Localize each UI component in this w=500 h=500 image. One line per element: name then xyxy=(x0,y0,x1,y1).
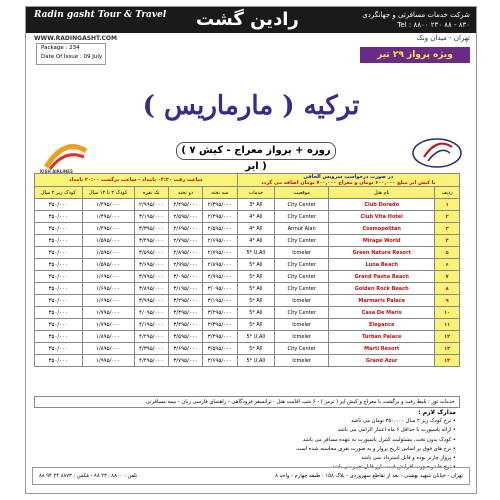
price-under2: ۳۵۰/۰۰۰ xyxy=(35,247,83,259)
hotel-name: Marmaris Palace xyxy=(329,295,435,307)
table-row xyxy=(35,355,460,367)
hotel-name: Club Vita Hotel xyxy=(329,211,435,223)
service-type: 4* All xyxy=(237,235,275,247)
note-item: • نرخ ها در صورت افزایش قیمت ارز قابل تغییر می باشد xyxy=(36,463,456,472)
note-item: • پرواز چارتر بوده و قابل استرداد نمی باشد xyxy=(36,454,456,463)
price-single: ۳/۱۹۵/۰۰۰ xyxy=(134,211,168,223)
row-index: ۱۴ xyxy=(435,355,460,367)
price-child: ۱/۷۹۵/۰۰۰ xyxy=(82,319,134,331)
price-child: ۱/۵۹۵/۰۰۰ xyxy=(82,259,134,271)
hotel-price-table xyxy=(34,173,460,367)
hotel-name: Grand Azur xyxy=(329,355,435,367)
service-type: 5* U.All xyxy=(237,355,275,367)
header-contact xyxy=(362,10,470,30)
table-row xyxy=(35,247,460,259)
note-item: • کودک بدون تخت، مسئولیت کنترل پاسپورت به عهده مسافر می باشد xyxy=(36,436,456,445)
col-header: کودک ۲ تا ۱۲ سال xyxy=(82,187,134,199)
agency-en: Radin gasht Tour & Travel xyxy=(34,10,167,20)
price-child: ۱/۸۹۵/۰۰۰ xyxy=(82,331,134,343)
price-single: ۴/۴۹۵/۰۰۰ xyxy=(134,355,168,367)
price-single: ۳/۴۹۵/۰۰۰ xyxy=(134,235,168,247)
note-item: • ارائه پاسپورت با حداقل ۶ ماه اعتبار الزامی می باشد xyxy=(36,426,456,435)
price-double: ۲/۴۹۵/۰۰۰ xyxy=(168,199,202,211)
agency-fa: رادین گشت xyxy=(196,9,299,30)
price-under2: ۳۵۰/۰۰۰ xyxy=(35,319,83,331)
extra-service-note xyxy=(237,174,459,187)
price-single: ۴/۱۹۵/۰۰۰ xyxy=(134,319,168,331)
price-single: ۳/۵۹۵/۰۰۰ xyxy=(134,247,168,259)
price-child: ۱/۷۹۵/۰۰۰ xyxy=(82,307,134,319)
col-header: موقعیت xyxy=(275,187,329,199)
service-type: 5* All xyxy=(237,283,275,295)
price-under2: ۳۵۰/۰۰۰ xyxy=(35,343,83,355)
hotel-name: Mirage World xyxy=(329,235,435,247)
notes-list xyxy=(36,417,456,473)
price-single: ۴/۳۹۵/۰۰۰ xyxy=(134,343,168,355)
location: Icmeler xyxy=(275,295,329,307)
hotel-name: Marti Resort xyxy=(329,343,435,355)
price-child: ۱/۸۹۵/۰۰۰ xyxy=(82,343,134,355)
hotel-name: Grand Pasha Beach xyxy=(329,271,435,283)
location: Icmeler xyxy=(275,331,329,343)
price-child: ۱/۴۹۵/۰۰۰ xyxy=(82,211,134,223)
service-type: 5* U.All xyxy=(237,331,275,343)
price-single: ۳/۳۹۵/۰۰۰ xyxy=(134,223,168,235)
header-bar xyxy=(26,7,476,33)
row-index: ۲ xyxy=(435,211,460,223)
row-index: ۱۲ xyxy=(435,331,460,343)
price-triple: ۳/۲۹۵/۰۰۰ xyxy=(203,307,237,319)
price-single: ۳/۶۹۵/۰۰۰ xyxy=(134,259,168,271)
extra-service-line-2: با کیش ایر مبلغ ۶۰۰,۰۰۰ تومان و معراج ۷۰۰,۰۰۰ تومان اضافه می گردد xyxy=(261,180,436,186)
note-item: • نرخ های فوق بر اساس تاریخ پرواز و به صورت نفری محاسبه شده است xyxy=(36,445,456,454)
price-triple: ۲/۸۹۵/۰۰۰ xyxy=(203,259,237,271)
header-address: تهران - میدان ونک xyxy=(416,34,470,42)
location: Armut Alan xyxy=(275,223,329,235)
location: City Center xyxy=(275,307,329,319)
hotel-name: Casa De Maris xyxy=(329,307,435,319)
issue-date: Date Of Issue : 09 July xyxy=(41,54,103,60)
row-index: ۱۳ xyxy=(435,343,460,355)
col-header: دو تخته xyxy=(168,187,202,199)
location: City Center xyxy=(275,211,329,223)
row-index: ۶ xyxy=(435,259,460,271)
location: City Center xyxy=(275,283,329,295)
price-triple: ۳/۰۹۵/۰۰۰ xyxy=(203,283,237,295)
price-single: ۴/۰۹۵/۰۰۰ xyxy=(134,307,168,319)
hotel-name: Golden Rock Beach xyxy=(329,283,435,295)
price-double: ۲/۶۹۵/۰۰۰ xyxy=(168,223,202,235)
price-double: ۳/۰۹۵/۰۰۰ xyxy=(168,271,202,283)
col-header: خدمات xyxy=(237,187,275,199)
service-type: 5* U.All xyxy=(237,247,275,259)
price-triple: ۲/۳۹۵/۰۰۰ xyxy=(203,199,237,211)
price-single: ۳/۸۹۵/۰۰۰ xyxy=(134,283,168,295)
row-index: ۴ xyxy=(435,235,460,247)
price-triple: ۲/۵۹۵/۰۰۰ xyxy=(203,223,237,235)
service-type: 3* All xyxy=(237,199,275,211)
license-fa: شرکت خدمات مسافرتی و جهانگردی xyxy=(362,11,470,19)
flight-times: ساعت رفت ۰۴:۳۰ بامداد - ساعت برگشت ۲۰:۰۰ بامداد xyxy=(35,174,238,187)
price-double: ۳/۶۹۵/۰۰۰ xyxy=(168,343,202,355)
price-under2: ۳۵۰/۰۰۰ xyxy=(35,295,83,307)
price-double: ۲/۸۹۵/۰۰۰ xyxy=(168,247,202,259)
price-triple: ۲/۶۹۵/۰۰۰ xyxy=(203,235,237,247)
price-single: ۳/۷۹۵/۰۰۰ xyxy=(134,271,168,283)
package-info xyxy=(36,43,106,65)
price-double: ۲/۷۹۵/۰۰۰ xyxy=(168,235,202,247)
table-row xyxy=(35,211,460,223)
location: City Center xyxy=(275,271,329,283)
hotel-name: Luna Beach xyxy=(329,259,435,271)
row-index: ۷ xyxy=(435,271,460,283)
col-header: سه تخته xyxy=(203,187,237,199)
price-triple: ۳/۶۹۵/۰۰۰ xyxy=(203,355,237,367)
price-single: ۳/۹۹۵/۰۰۰ xyxy=(134,295,168,307)
service-type: 5* All xyxy=(237,259,275,271)
price-double: ۲/۵۹۵/۰۰۰ xyxy=(168,211,202,223)
service-type: 5* All xyxy=(237,271,275,283)
row-index: ۱۱ xyxy=(435,319,460,331)
row-index: ۳ xyxy=(435,223,460,235)
note-item: • نرخ کودک زیر ۲ سال ۳۵۰,۰۰۰ تومان می باشد xyxy=(36,417,456,426)
price-under2: ۳۵۰/۰۰۰ xyxy=(35,199,83,211)
service-type: 5* All xyxy=(237,343,275,355)
price-under2: ۳۵۰/۰۰۰ xyxy=(35,259,83,271)
footer xyxy=(32,467,470,485)
row-index: ۹ xyxy=(435,295,460,307)
row-index: ۵ xyxy=(435,247,460,259)
table-row xyxy=(35,295,460,307)
tour-services: خدمات تور : بلیط رفت و برگشت با معراج و کیش ایر ( ترمز ) - ۶ شب اقامت هتل - ترانسفر فرودگاهی - راهنمای فارسی زبان - بیمه مسافرتی xyxy=(34,396,460,408)
col-header: ردیف xyxy=(435,187,460,199)
brochure-page xyxy=(25,6,477,494)
price-double: ۲/۹۹۵/۰۰۰ xyxy=(168,259,202,271)
price-under2: ۳۵۰/۰۰۰ xyxy=(35,223,83,235)
service-type: 4* All xyxy=(237,223,275,235)
price-child: ۱/۵۹۵/۰۰۰ xyxy=(82,235,134,247)
price-double: ۳/۲۹۵/۰۰۰ xyxy=(168,295,202,307)
price-child: ۱/۶۹۵/۰۰۰ xyxy=(82,283,134,295)
price-child: ۱/۶۹۵/۰۰۰ xyxy=(82,271,134,283)
price-double: ۳/۷۹۵/۰۰۰ xyxy=(168,355,202,367)
service-type: 5* All xyxy=(237,307,275,319)
table-row xyxy=(35,223,460,235)
price-under2: ۳۵۰/۰۰۰ xyxy=(35,235,83,247)
price-under2: ۳۵۰/۰۰۰ xyxy=(35,331,83,343)
page-subtitle: ( ۷ روزه + پرواز معراج - کیش ایر ) xyxy=(176,142,336,160)
price-triple: ۳/۳۹۵/۰۰۰ xyxy=(203,319,237,331)
price-single: ۴/۲۹۵/۰۰۰ xyxy=(134,331,168,343)
table-row xyxy=(35,319,460,331)
page-title: ترکیه ( مارماریس ) xyxy=(142,91,360,121)
header-tel: Tel : ۸۸۰۰ ۲۳۰ ۸۸ - ۸۳۰ xyxy=(397,21,470,29)
price-child: ۱/۶۹۵/۰۰۰ xyxy=(82,295,134,307)
notes-title: مدارک لازم : xyxy=(418,409,456,416)
price-double: ۳/۱۹۵/۰۰۰ xyxy=(168,283,202,295)
service-type: 4* All xyxy=(237,211,275,223)
kish-air-label: KISH AIRLINES xyxy=(40,169,73,174)
price-child: ۱/۵۹۵/۰۰۰ xyxy=(82,247,134,259)
location: City Center xyxy=(275,235,329,247)
meraj-logo-icon xyxy=(410,135,464,171)
col-header: کودک زیر ۲ سال xyxy=(35,187,83,199)
price-double: ۳/۴۹۵/۰۰۰ xyxy=(168,319,202,331)
price-double: ۳/۳۹۵/۰۰۰ xyxy=(168,307,202,319)
row-index: ۱۰ xyxy=(435,307,460,319)
location: Icmeler xyxy=(275,247,329,259)
table-row xyxy=(35,283,460,295)
row-index: ۸ xyxy=(435,283,460,295)
table-header-row xyxy=(35,187,460,199)
price-single: ۲/۹۹۵/۰۰۰ xyxy=(134,199,168,211)
location: City Center xyxy=(275,199,329,211)
price-child: ۱/۴۹۵/۰۰۰ xyxy=(82,199,134,211)
price-child: ۱/۴۹۵/۰۰۰ xyxy=(82,223,134,235)
price-triple: ۳/۴۹۵/۰۰۰ xyxy=(203,331,237,343)
extra-service-line-1: در صورت درخواست سرویس الحاقی xyxy=(303,174,394,180)
location: City Center xyxy=(275,343,329,355)
hotel-name: Elegance xyxy=(329,319,435,331)
flight-badge: ویژه پرواز ۲۹ تیر xyxy=(360,47,470,63)
location: Icmeler xyxy=(275,319,329,331)
price-triple: ۳/۵۹۵/۰۰۰ xyxy=(203,343,237,355)
location: Icmeler xyxy=(275,355,329,367)
price-child: ۱/۹۹۵/۰۰۰ xyxy=(82,355,134,367)
price-under2: ۳۵۰/۰۰۰ xyxy=(35,307,83,319)
table-row xyxy=(35,235,460,247)
col-header: نام هتل xyxy=(329,187,435,199)
hotel-name: Green Nature Resort xyxy=(329,247,435,259)
price-triple: ۳/۱۹۵/۰۰۰ xyxy=(203,295,237,307)
table-row xyxy=(35,271,460,283)
price-under2: ۳۵۰/۰۰۰ xyxy=(35,355,83,367)
footer-phone: تلفن : ۸۸۰۰ ۲۳۰ ۸۸ - فکس : ۸۸۷۳ ۲۴ ۹۴ ۸۸ xyxy=(39,473,138,479)
row-index: ۱ xyxy=(435,199,460,211)
col-header: تک نفره xyxy=(134,187,168,199)
footer-address: تهران - خیابان شهید بهشتی - بعد از تقاطع سهروردی - پلاک ۱۵۸ - طبقه چهارم - واحد ۸ xyxy=(275,473,463,479)
table-row xyxy=(35,331,460,343)
hotel-name: Club Dorado xyxy=(329,199,435,211)
location: City Center xyxy=(275,259,329,271)
price-double: ۳/۵۹۵/۰۰۰ xyxy=(168,331,202,343)
price-under2: ۳۵۰/۰۰۰ xyxy=(35,271,83,283)
hotel-name: Turban Palace xyxy=(329,331,435,343)
hotel-name: Cosmopolitan xyxy=(329,223,435,235)
table-row xyxy=(35,307,460,319)
service-type: 5* All xyxy=(237,319,275,331)
package-number: Package : 234 xyxy=(41,45,80,51)
service-type: 5* All xyxy=(237,295,275,307)
price-triple: ۲/۷۹۵/۰۰۰ xyxy=(203,247,237,259)
table-row xyxy=(35,259,460,271)
table-row xyxy=(35,343,460,355)
price-triple: ۲/۴۹۵/۰۰۰ xyxy=(203,211,237,223)
table-row xyxy=(35,199,460,211)
price-triple: ۲/۹۹۵/۰۰۰ xyxy=(203,271,237,283)
website[interactable]: WWW.RADINGASHT.COM xyxy=(34,35,117,42)
price-under2: ۳۵۰/۰۰۰ xyxy=(35,283,83,295)
price-under2: ۳۵۰/۰۰۰ xyxy=(35,211,83,223)
